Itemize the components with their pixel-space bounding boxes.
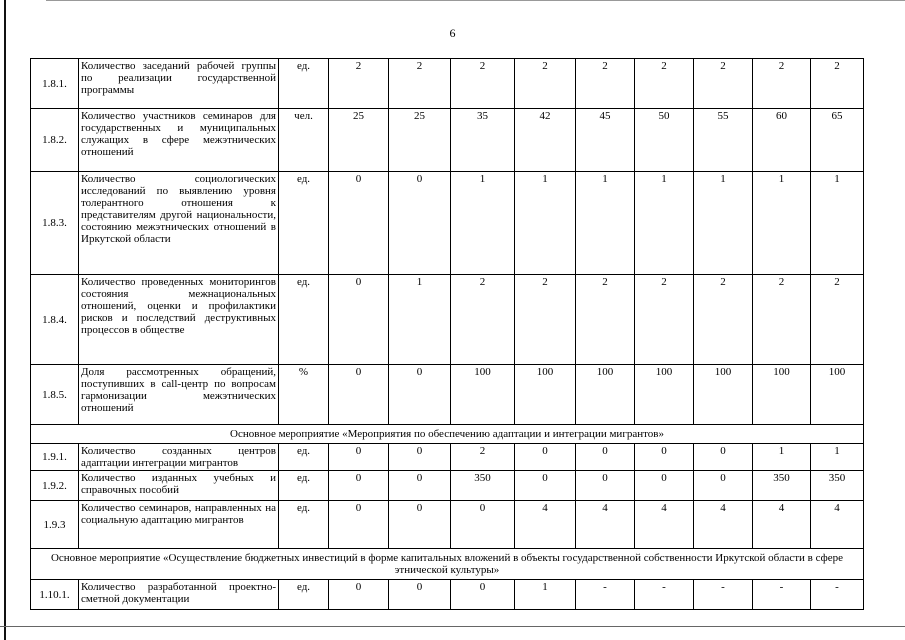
indicator-name: Количество разработанной проектно-сметной документации — [79, 580, 279, 610]
value-cell: 0 — [515, 471, 576, 501]
value-cell: 60 — [753, 109, 811, 172]
value-cell: 0 — [329, 471, 389, 501]
value-cell: 0 — [576, 471, 635, 501]
value-cell: 1 — [811, 172, 864, 275]
unit-cell: % — [279, 365, 329, 425]
unit-cell: чел. — [279, 109, 329, 172]
value-cell: 350 — [451, 471, 515, 501]
value-cell: 1 — [811, 444, 864, 471]
value-cell: 2 — [576, 275, 635, 365]
value-cell: 2 — [753, 59, 811, 109]
value-cell: 35 — [451, 109, 515, 172]
value-cell: 2 — [451, 444, 515, 471]
indicator-code: 1.8.3. — [31, 172, 79, 275]
value-cell: 2 — [753, 275, 811, 365]
indicator-name: Количество изданных учебных и справочных пособий — [79, 471, 279, 501]
value-cell: 45 — [576, 109, 635, 172]
value-cell: 2 — [451, 275, 515, 365]
indicator-code: 1.8.1. — [31, 59, 79, 109]
value-cell: 0 — [329, 501, 389, 549]
value-cell: 2 — [694, 275, 753, 365]
value-cell: 2 — [694, 59, 753, 109]
table-row — [31, 444, 864, 471]
indicator-code: 1.9.2. — [31, 471, 79, 501]
value-cell: 4 — [753, 501, 811, 549]
unit-cell: ед. — [279, 501, 329, 549]
value-cell: 1 — [576, 172, 635, 275]
value-cell: 0 — [635, 471, 694, 501]
table-row — [31, 501, 864, 549]
value-cell: 100 — [451, 365, 515, 425]
unit-cell: ед. — [279, 172, 329, 275]
value-cell: 100 — [576, 365, 635, 425]
section-header-row — [31, 549, 864, 580]
value-cell: 100 — [753, 365, 811, 425]
value-cell: 1 — [389, 275, 451, 365]
value-cell: 4 — [635, 501, 694, 549]
indicator-name: Количество заседаний рабочей группы по реализации государственной программы — [79, 59, 279, 109]
value-cell: 1 — [515, 580, 576, 610]
table-row — [31, 275, 864, 365]
value-cell: 350 — [811, 471, 864, 501]
value-cell: 0 — [694, 444, 753, 471]
value-cell: 2 — [811, 275, 864, 365]
unit-cell: ед. — [279, 471, 329, 501]
table-row — [31, 580, 864, 610]
value-cell: 65 — [811, 109, 864, 172]
value-cell: 1 — [753, 444, 811, 471]
value-cell: 0 — [329, 580, 389, 610]
value-cell: 0 — [576, 444, 635, 471]
value-cell: - — [576, 580, 635, 610]
value-cell: 0 — [389, 580, 451, 610]
value-cell: 4 — [576, 501, 635, 549]
indicator-name: Количество созданных центров адаптации интеграции мигрантов — [79, 444, 279, 471]
value-cell: 0 — [451, 580, 515, 610]
value-cell: 55 — [694, 109, 753, 172]
value-cell: - — [694, 580, 753, 610]
scan-left-edge — [4, 0, 6, 640]
page-number: 6 — [449, 26, 456, 40]
indicator-name: Количество семинаров, направленных на социальную адаптацию мигрантов — [79, 501, 279, 549]
value-cell: 2 — [576, 59, 635, 109]
top-rule — [46, 0, 905, 1]
section-header-row — [31, 425, 864, 444]
indicator-code: 1.8.2. — [31, 109, 79, 172]
value-cell: - — [811, 580, 864, 610]
value-cell: 25 — [329, 109, 389, 172]
value-cell: 0 — [389, 365, 451, 425]
indicator-name: Количество проведенных мониторингов состояния межнациональных отношений, оценки и профилактики рисков и последствий деструктивных процессов в обществе — [79, 275, 279, 365]
value-cell: 0 — [329, 365, 389, 425]
value-cell: 0 — [635, 444, 694, 471]
value-cell: 0 — [451, 501, 515, 549]
value-cell: 50 — [635, 109, 694, 172]
unit-cell: ед. — [279, 580, 329, 610]
unit-cell: ед. — [279, 444, 329, 471]
value-cell: 100 — [515, 365, 576, 425]
unit-cell: ед. — [279, 275, 329, 365]
value-cell: 350 — [753, 471, 811, 501]
indicator-code: 1.10.1. — [31, 580, 79, 610]
value-cell: 2 — [329, 59, 389, 109]
scan-bottom-edge — [0, 626, 905, 627]
value-cell: 1 — [753, 172, 811, 275]
indicator-code: 1.8.4. — [31, 275, 79, 365]
value-cell: - — [753, 580, 811, 610]
value-cell: 0 — [389, 471, 451, 501]
value-cell: 2 — [515, 275, 576, 365]
value-cell: 4 — [515, 501, 576, 549]
section-title: Основное мероприятие «Мероприятия по обеспечению адаптации и интеграции мигрантов» — [31, 425, 864, 444]
value-cell: 2 — [515, 59, 576, 109]
value-cell: 42 — [515, 109, 576, 172]
value-cell: 0 — [329, 275, 389, 365]
indicator-name: Доля рассмотренных обращений, поступивших в call-центр по вопросам гармонизации межэтнических отношений — [79, 365, 279, 425]
table-row — [31, 471, 864, 501]
table-row — [31, 59, 864, 109]
indicator-name: Количество социологических исследований по выявлению уровня толерантного отношения к представителям другой национальности, состоянию межэтнических отношений в Иркутской области — [79, 172, 279, 275]
value-cell: 100 — [694, 365, 753, 425]
table-row — [31, 365, 864, 425]
value-cell: 100 — [811, 365, 864, 425]
table-row — [31, 109, 864, 172]
value-cell: 2 — [389, 59, 451, 109]
value-cell: - — [635, 580, 694, 610]
value-cell: 2 — [635, 275, 694, 365]
indicator-name: Количество участников семинаров для государственных и муниципальных служащих в сфере межэтнических отношений — [79, 109, 279, 172]
value-cell: 2 — [811, 59, 864, 109]
value-cell: 0 — [515, 444, 576, 471]
value-cell: 0 — [389, 172, 451, 275]
value-cell: 25 — [389, 109, 451, 172]
value-cell: 1 — [515, 172, 576, 275]
value-cell: 0 — [329, 444, 389, 471]
indicators-table — [30, 58, 864, 610]
value-cell: 4 — [811, 501, 864, 549]
indicator-code: 1.9.1. — [31, 444, 79, 471]
value-cell: 1 — [694, 172, 753, 275]
value-cell: 2 — [635, 59, 694, 109]
unit-cell: ед. — [279, 59, 329, 109]
indicator-code: 1.9.3 — [31, 501, 79, 549]
value-cell: 0 — [389, 501, 451, 549]
value-cell: 4 — [694, 501, 753, 549]
table-row — [31, 172, 864, 275]
value-cell: 1 — [451, 172, 515, 275]
indicator-code: 1.8.5. — [31, 365, 79, 425]
value-cell: 100 — [635, 365, 694, 425]
value-cell: 0 — [694, 471, 753, 501]
value-cell: 1 — [635, 172, 694, 275]
value-cell: 2 — [451, 59, 515, 109]
value-cell: 0 — [389, 444, 451, 471]
section-title: Основное мероприятие «Осуществление бюджетных инвестиций в форме капитальных вложений в объекты государственной собственности Иркутской области в сфере этнической культуры» — [31, 549, 864, 580]
value-cell: 0 — [329, 172, 389, 275]
